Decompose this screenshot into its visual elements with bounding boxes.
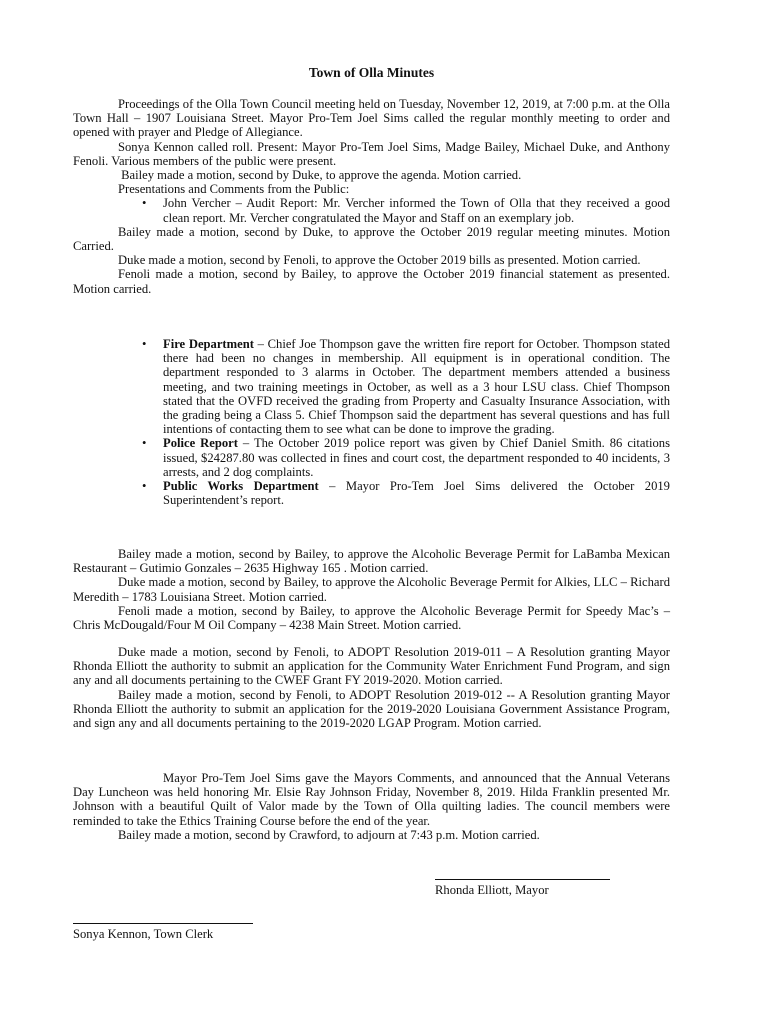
report-heading: Fire Department (163, 337, 254, 351)
report-heading: Public Works Department (163, 479, 319, 494)
financial-approval-motion: Fenoli made a motion, second by Bailey, to approve the October 2019 financial statement as presented. Motion carried. (73, 267, 670, 296)
permit-motion: Bailey made a motion, second by Bailey, to approve the Alcoholic Beverage Permit for LaBamba Mexican Restaurant – Gutimio Gonzales – 2635 Highway 165 . Motion carried. (73, 547, 670, 576)
document-title: Town of Olla Minutes (308, 65, 435, 80)
presentations-heading: Presentations and Comments from the Public: (118, 182, 350, 197)
mayors-comments: Mayor Pro-Tem Joel Sims gave the Mayors Comments, and announced that the Annual Veterans Day Luncheon was held honoring Mr. Elsie Ray Johnson Friday, November 8, 2019. Hilda Franklin presented Mr. Johnson with a beautiful Quilt of Valor made by the Town of Olla quilting ladies. The council members were reminded to take the Ethics Training Course before the end of the year. (73, 771, 670, 828)
signature-line (73, 923, 253, 924)
resolution-motion: Bailey made a motion, second by Fenoli, to ADOPT Resolution 2019-012 -- A Resolution granting Mayor Rhonda Elliott the authority to submit an application for the 2019-2020 Louisiana Government Assistance Program, and sign any and all documents pertaining to the 2019-2020 LGAP Program. Motion carried. (73, 687, 670, 731)
bullet-icon: • (142, 436, 147, 451)
opening-section (73, 97, 670, 296)
bullet-icon: • (142, 196, 147, 211)
reports-section (73, 337, 670, 507)
report-text: – The October 2019 police report was given by Chief Daniel Smith. 86 citations issued, $24287.80 was collected in fines and court cost, the department responded to 40 incidents, 3 arrests, and 2 dog complaints. (163, 436, 671, 479)
mayor-name: Rhonda Elliott, Mayor (435, 883, 549, 897)
permits-section (73, 547, 670, 632)
closing-section (73, 771, 670, 842)
list-item (73, 436, 670, 479)
adjourn-motion: Bailey made a motion, second by Crawford, to adjourn at 7:43 p.m. Motion carried. (118, 827, 540, 842)
presentations-list (73, 196, 670, 224)
list-item (73, 337, 670, 436)
clerk-signature-block (73, 923, 253, 941)
roll-call-paragraph: Sonya Kennon called roll. Present: Mayor Pro-Tem Joel Sims, Madge Bailey, Michael Duke, and Anthony Fenoli. Various members of the public were present. (73, 139, 670, 168)
clerk-name: Sonya Kennon, Town Clerk (73, 927, 214, 941)
bullet-icon: • (142, 479, 147, 494)
permit-motion: Duke made a motion, second by Bailey, to approve the Alcoholic Beverage Permit for Alkies, LLC – Richard Meredith – 1783 Louisiana Street. Motion carried. (73, 575, 670, 604)
agenda-motion: Bailey made a motion, second by Duke, to approve the agenda. Motion carried. (118, 168, 522, 183)
minutes-approval-motion: Bailey made a motion, second by Duke, to approve the October 2019 regular meeting minutes. Motion Carried. (73, 224, 670, 254)
bills-approval-motion: Duke made a motion, second by Fenoli, to approve the October 2019 bills as presented. Motion carried. (118, 253, 641, 268)
report-text: – Chief Joe Thompson gave the written fire report for October. Thompson stated there had been no changes in membership. All equipment is in operational condition. The department responded to 3 alarms in October. The department members attended a business meeting, and two training meetings in October, as well as a 3 hour LSU class. Chief Thompson stated that the OVFD received the grading from Property and Casualty Insurance Association, with the grading being a Class 5. Chief Thompson said the department has several questions and has full intentions of contacting them to see what can be done to improve the grading. (163, 337, 670, 437)
bullet-icon: • (142, 337, 147, 351)
permit-motion: Fenoli made a motion, second by Bailey, to approve the Alcoholic Beverage Permit for Speedy Mac’s – Chris McDougald/Four M Oil Company – 4238 Main Street. Motion carried. (73, 603, 670, 633)
resolutions-section (73, 645, 670, 730)
presentation-text: John Vercher – Audit Report: Mr. Vercher informed the Town of Olla that they received a good clean report. Mr. Vercher congratulated the Mayor and Staff on an exemplary job. (163, 196, 670, 225)
resolution-motion: Duke made a motion, second by Fenoli, to ADOPT Resolution 2019-011 – A Resolution granting Mayor Rhonda Elliott the authority to submit an application for the Community Water Enrichment Fund Program, and sign any and all documents pertaining to the CWEF Grant FY 2019-2020. Motion carried. (73, 645, 670, 688)
list-item (73, 479, 670, 507)
signature-line (435, 879, 610, 880)
opening-paragraph: Proceedings of the Olla Town Council meeting held on Tuesday, November 12, 2019, at 7:00 p.m. at the Olla Town Hall – 1907 Louisiana Street. Mayor Pro-Tem Joel Sims called the regular monthly meeting to order and opened with prayer and Pledge of Allegiance. (73, 97, 670, 140)
report-text: – Mayor Pro-Tem Joel Sims delivered the October 2019 Superintendent’s report. (163, 479, 670, 508)
report-heading: Police Report (163, 436, 238, 451)
mayor-signature-block (435, 879, 610, 897)
list-item (73, 196, 670, 224)
reports-list (73, 337, 670, 507)
